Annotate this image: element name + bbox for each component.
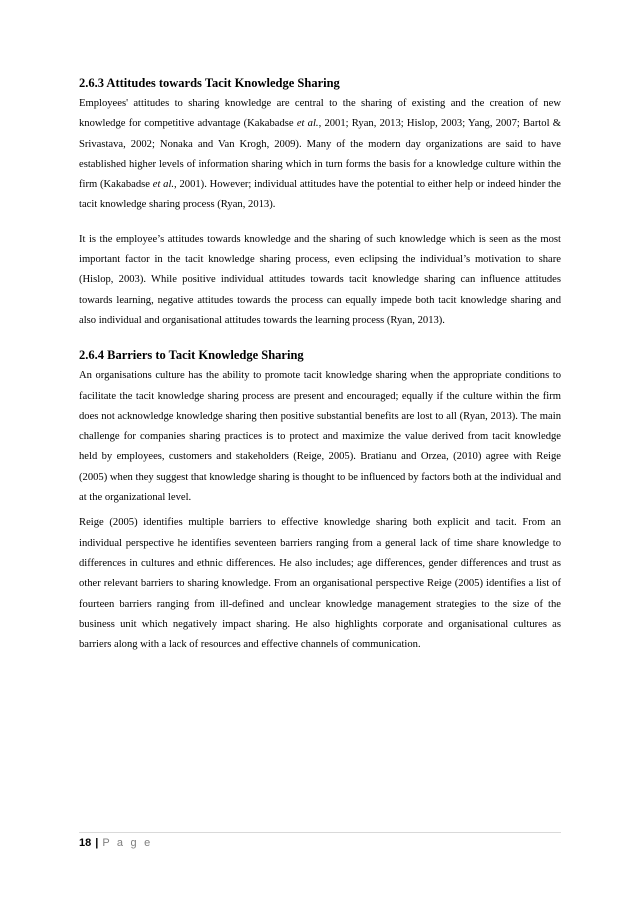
- page-footer: [79, 836, 152, 850]
- paragraph: An organisations culture has the ability to promote tacit knowledge sharing when the appropriate conditions to facilitate the tacit knowledge sharing process are present and encouraged; equally if the culture within the firm does not acknowledge knowledge sharing then positive substantial benefits are lost to all (Ryan, 2013). The main challenge for companies sharing practices is to protect and maximize the value derived from tacit knowledge held by employees, customers and stakeholders (Reige, 2005). Bratianu and Orzea, (2010) agree with Reige (2005) when they suggest that knowledge sharing is thought to be influenced by factors both at the individual and at the organizational level.: [79, 370, 561, 504]
- section-heading: 2.6.4 Barriers to Tacit Knowledge Sharing: [79, 348, 304, 363]
- paragraph: Reige (2005) identifies multiple barriers to effective knowledge sharing both explicit and tacit. From an individual perspective he identifies seventeen barriers ranging from a general lack of time share knowledge to differences in cultures and ethnic differences. He also includes; age differences, gender differences and trust as other relevant barriers to sharing knowledge. From an organisational perspective Reige (2005) identifies a list of fourteen barriers ranging from ill-defined and unclear knowledge management strategies to the size of the business unit which negatively impact sharing. He also highlights corporate and organisational cultures as barriers along with a lack of resources and effective channels of communication.: [79, 517, 561, 651]
- page-label: P a g e: [102, 837, 153, 849]
- section-heading: 2.6.3 Attitudes towards Tacit Knowledge Sharing: [79, 76, 340, 90]
- document-page: [79, 75, 561, 655]
- paragraph: It is the employee’s attitudes towards knowledge and the sharing of such knowledge which is seen as the most important factor in the tacit knowledge sharing process, even eclipsing the individual’s motivation to share (Hislop, 2003). While positive individual attitudes towards tacit knowledge sharing can influence attitudes towards learning, negative attitudes towards the process can equally impede both tacit knowledge sharing and also individual and organisational attitudes towards the learning process (Ryan, 2013).: [79, 233, 561, 326]
- italic-text: et al.,: [152, 179, 177, 191]
- section-2-6-4: [79, 347, 561, 655]
- footer-divider: [79, 832, 561, 833]
- section-2-6-3: [79, 75, 561, 331]
- footer-separator: |: [95, 837, 99, 849]
- page-number: 18: [79, 837, 92, 849]
- italic-text: et al.,: [296, 118, 322, 130]
- paragraph: Employees' attitudes to sharing knowledge are central to the sharing of existing and the creation of new knowledge for competitive advantage (Kakabadse et al., 2001; Ryan, 2013; Hislop, 2003; Yang, 2007; Bartol & Srivastava, 2002; Nonaka and Van Krogh, 2009). Many of the modern day organizations are said to have established higher levels of information sharing which in turn forms the basis for a knowledge culture within the firm (Kakabadse et al., 2001). However; individual attitudes have the potential to either help or indeed hinder the tacit knowledge sharing process (Ryan, 2013).: [79, 98, 561, 211]
